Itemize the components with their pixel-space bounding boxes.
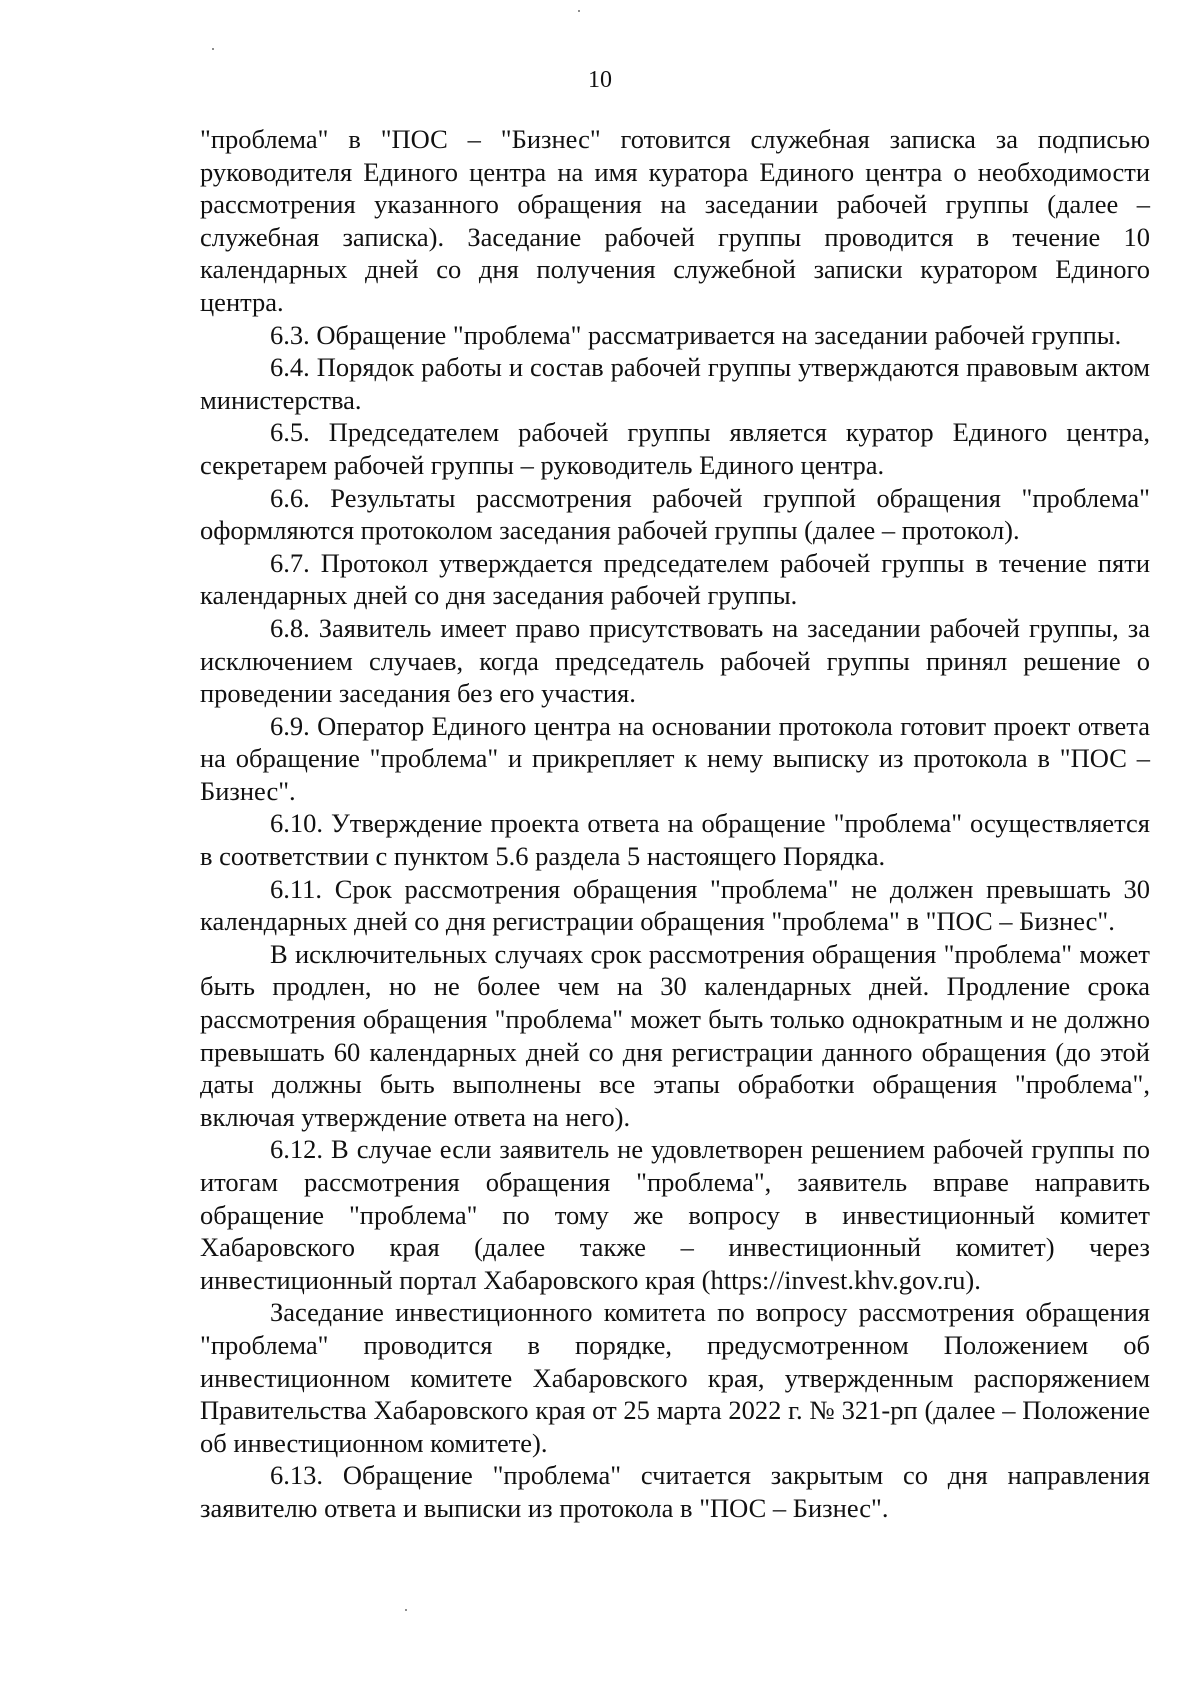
paragraph-6-12: 6.12. В случае если заявитель не удовлетворен решением рабочей группы по итогам рассмотрения обращения "проблема", заявитель вправе направить обращение "проблема" по тому же вопросу в инвестиционный комитет Хабаровского края (далее также – инвестиционный комитет) через инвестиционный портал Хабаровского края (https://invest.khv.gov.ru).	[200, 1134, 1150, 1295]
paragraph-6-3: 6.3. Обращение "проблема" рассматривается на заседании рабочей группы.	[270, 319, 1122, 350]
paragraph-6-8: 6.8. Заявитель имеет право присутствовать на заседании рабочей группы, за исключением случаев, когда председатель рабочей группы принял решение о проведении заседания без его участия.	[200, 612, 1150, 709]
paragraph-6-7: 6.7. Протокол утверждается председателем рабочей группы в течение пяти календарных дней со дня заседания рабочей группы.	[200, 547, 1150, 611]
paragraph-6-11: 6.11. Срок рассмотрения обращения "проблема" не должен превышать 30 календарных дней со дня регистрации обращения "проблема" в "ПОС – Бизнес".	[200, 873, 1150, 937]
scan-speck	[578, 10, 580, 12]
paragraph-6-5: 6.5. Председателем рабочей группы является куратор Единого центра, секретарем рабочей группы – руководитель Единого центра.	[200, 417, 1150, 480]
document-body	[200, 123, 1150, 1525]
paragraph-6-11-extension: В исключительных случаях срок рассмотрения обращения "проблема" может быть продлен, но не более чем на 30 календарных дней. Продление срока рассмотрения обращения "проблема" может быть только однократным и не должно превышать 60 календарных дней со дня регистрации данного обращения (до этой даты должны быть выполнены все этапы обработки обращения "проблема", включая утверждение ответа на него).	[200, 938, 1150, 1132]
paragraph-6-10: 6.10. Утверждение проекта ответа на обращение "проблема" осуществляется в соответствии с пунктом 5.6 раздела 5 настоящего Порядка.	[200, 808, 1150, 872]
paragraph-6-13: 6.13. Обращение "проблема" считается закрытым со дня направления заявителю ответа и выписки из протокола в "ПОС – Бизнес".	[200, 1460, 1150, 1523]
scan-speck	[405, 1609, 407, 1611]
paragraph-6-12-committee: Заседание инвестиционного комитета по вопросу рассмотрения обращения "проблема" проводится в порядке, предусмотренном Положением об инвестиционном комитете Хабаровского края, утвержденным распоряжением Правительства Хабаровского края от 25 марта 2022 г. № 321-рп (далее – Положение об инвестиционном комитете).	[200, 1297, 1150, 1458]
paragraph-6-9: 6.9. Оператор Единого центра на основании протокола готовит проект ответа на обращение "проблема" и прикрепляет к нему выписку из протокола в "ПОС – Бизнес".	[200, 710, 1150, 806]
paragraph-continuation: "проблема" в "ПОС – "Бизнес" готовится служебная записка за подписью руководителя Единого центра на имя куратора Единого центра о необходимости рассмотрения указанного обращения на заседании рабочей группы (далее – служебная записка). Заседание рабочей группы проводится в течение 10 календарных дней со дня получения служебной записки куратором Единого центра.	[200, 124, 1150, 317]
page-number: 10	[588, 67, 612, 93]
scan-speck	[212, 48, 214, 50]
paragraph-6-6: 6.6. Результаты рассмотрения рабочей группой обращения "проблема" оформляются протоколом заседания рабочей группы (далее – протокол).	[200, 482, 1150, 546]
paragraph-6-4: 6.4. Порядок работы и состав рабочей группы утверждаются правовым актом министерства.	[200, 352, 1150, 415]
